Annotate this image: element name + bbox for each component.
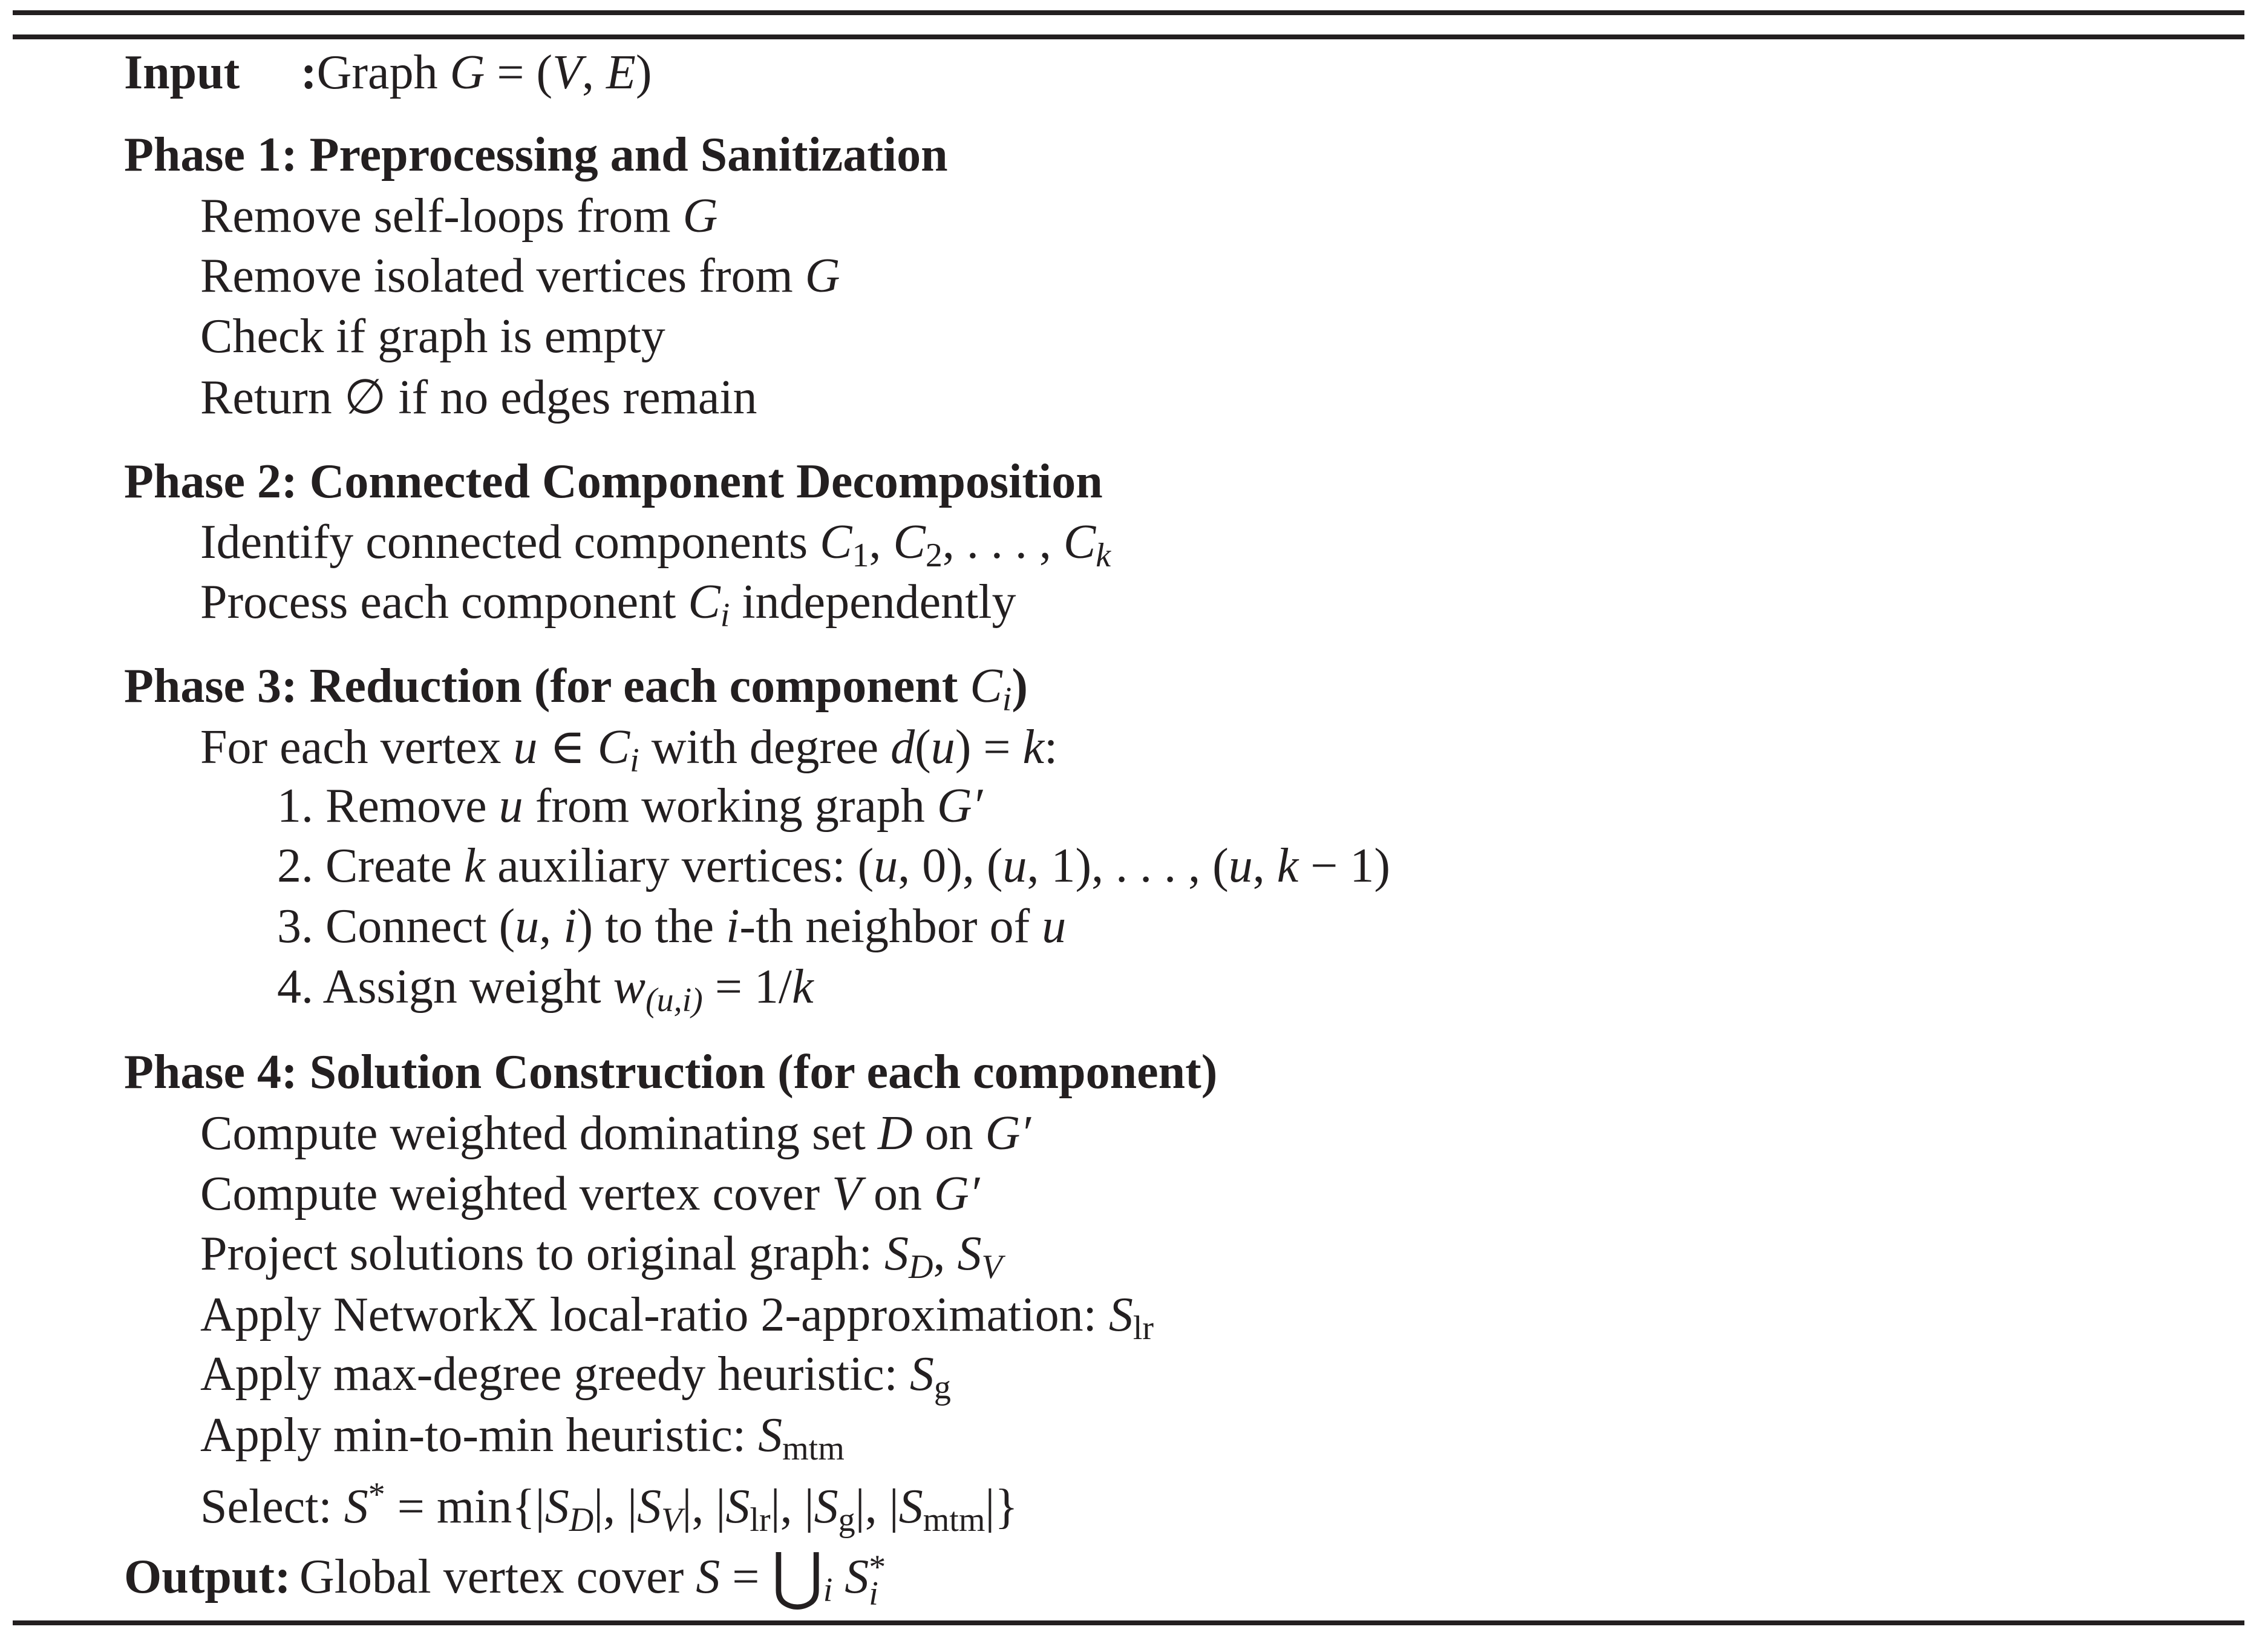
math-subscript: V (981, 1248, 1002, 1286)
step-text: auxiliary vertices: ( (485, 839, 874, 893)
step-text: 1. Remove (277, 779, 499, 833)
step-text: Compute weighted dominating set (200, 1107, 878, 1160)
step-text: independently (730, 575, 1016, 629)
step-text: Process each component (200, 575, 688, 629)
math-subscript: i (823, 1571, 833, 1609)
math-var: E (606, 46, 636, 99)
math-var: S (1108, 1288, 1133, 1342)
math-op: ( (915, 721, 931, 774)
top-rule-1 (13, 10, 2244, 15)
math-op: , . . . , (942, 516, 1064, 569)
step-text: Remove self-loops from (200, 189, 683, 243)
math-superscript: * (869, 1548, 886, 1586)
phase-4-step (200, 1285, 1154, 1345)
math-superscript: * (368, 1476, 385, 1513)
math-space (832, 1550, 845, 1604)
phase-3-title (124, 656, 1028, 716)
math-var: k (1022, 721, 1044, 774)
math-var: u (515, 900, 540, 953)
math-subscript: 1 (852, 537, 869, 574)
math-op: , (869, 516, 894, 569)
math-op: , (581, 46, 606, 99)
math-var: S (637, 1480, 662, 1533)
math-op: : (1044, 721, 1058, 774)
math-var: w (613, 960, 645, 1014)
phase-1-title: Phase 1: Preprocessing and Sanitization (124, 128, 948, 182)
math-var: S (957, 1227, 982, 1280)
math-var: i (563, 900, 577, 953)
math-var: S (696, 1550, 721, 1604)
math-op: |} (985, 1480, 1018, 1533)
phase-1-step (200, 186, 717, 246)
math-op: , 0), ( (898, 839, 1003, 893)
math-subscript: i (630, 742, 639, 779)
math-var: C (1063, 516, 1096, 569)
output-line (124, 1542, 886, 1613)
bottom-rule (13, 1620, 2244, 1625)
phase-title-text: ) (1011, 660, 1028, 713)
math-op: , (1252, 839, 1277, 893)
math-op: |, | (682, 1480, 726, 1533)
output-label: Output: (124, 1550, 291, 1604)
input-label: Input (124, 46, 240, 99)
math-subscript: i (869, 1575, 878, 1613)
phase-4-step (200, 1164, 979, 1224)
math-op: ) = (955, 721, 1023, 774)
math-subscript: g (933, 1369, 951, 1406)
step-text: Compute weighted vertex cover (200, 1167, 832, 1220)
math-var: G (682, 189, 718, 243)
input-colon: : (301, 46, 317, 99)
input-text: Graph (316, 46, 450, 99)
step-text: with degree (639, 721, 891, 774)
math-var: k (792, 960, 814, 1014)
math-var: u (513, 721, 538, 774)
math-op: = min{| (385, 1480, 545, 1533)
math-supsub (869, 1548, 886, 1613)
math-var: G′ (985, 1107, 1031, 1160)
math-var: D (877, 1107, 913, 1160)
output-text: Global vertex cover (299, 1550, 696, 1604)
math-op: = ( (485, 46, 553, 99)
math-subscript: (u,i) (645, 981, 703, 1019)
math-var: d (891, 721, 915, 774)
math-op: , 1), . . . , ( (1027, 839, 1229, 893)
phase-4-step (200, 1344, 951, 1404)
math-op: , (539, 900, 564, 953)
phase-3-substep (277, 957, 814, 1017)
step-text: on (912, 1107, 985, 1160)
step-text: Remove isolated vertices from (200, 249, 805, 303)
math-op: |, | (855, 1480, 899, 1533)
phase-3-substep (277, 836, 1390, 896)
math-var: S (898, 1480, 923, 1533)
math-var: S (845, 1550, 869, 1604)
phase-2-title: Phase 2: Connected Component Decomposition (124, 455, 1103, 508)
step-text: 2. Create (277, 839, 464, 893)
phase-4-step (200, 1405, 845, 1466)
math-var: S (884, 1227, 909, 1280)
math-var: G′ (936, 779, 983, 833)
phase-3-substep (277, 896, 1066, 957)
math-op: |, | (593, 1480, 638, 1533)
step-text: ) to the (577, 900, 727, 953)
math-var: S (725, 1480, 750, 1533)
phase-1-step (200, 306, 665, 367)
math-subscript: lr (750, 1501, 771, 1539)
math-var: C (597, 721, 630, 774)
math-var: u (874, 839, 898, 893)
phase-1-step (200, 246, 840, 306)
top-rule-2 (13, 34, 2244, 39)
math-var: S (544, 1480, 569, 1533)
output-colon: : (274, 1550, 291, 1604)
math-subscript: 2 (925, 537, 943, 574)
math-op: |, | (770, 1480, 814, 1533)
math-var: k (463, 839, 486, 893)
step-text: Apply max-degree greedy heuristic: (200, 1348, 910, 1401)
phase-4-title: Phase 4: Solution Construction (for each component) (124, 1046, 1218, 1099)
step-text: Apply NetworkX local-ratio 2-approximation: (200, 1288, 1109, 1342)
math-subscript: D (569, 1501, 594, 1539)
step-text: on (861, 1167, 934, 1220)
step-text: For each vertex (200, 721, 514, 774)
step-text: Apply min-to-min heuristic: (200, 1409, 759, 1462)
phase-4-step (200, 1103, 1031, 1164)
empty-set-symbol: ∅ (344, 371, 387, 424)
phase-3-loop (200, 717, 1057, 778)
math-subscript: mtm (923, 1501, 985, 1539)
math-var: G (805, 249, 840, 303)
math-var: C (688, 575, 721, 629)
math-subscript: k (1096, 537, 1111, 574)
phase-3-substep (277, 776, 982, 836)
math-var: S (814, 1480, 838, 1533)
step-text: Identify connected components (200, 516, 820, 569)
math-var: u (930, 721, 955, 774)
math-var: i (726, 900, 740, 953)
step-text: Project solutions to original graph: (200, 1227, 884, 1280)
union-symbol: ⋃ (771, 1542, 823, 1611)
step-text: 4. Assign weight (277, 960, 613, 1014)
math-var: G (449, 46, 485, 99)
phase-2-step (200, 512, 1111, 572)
step-text: Select: (200, 1480, 344, 1533)
math-var: S (344, 1480, 368, 1533)
step-text: from working graph (523, 779, 937, 833)
phase-1-step (200, 367, 757, 428)
math-var: S (909, 1348, 934, 1401)
math-var: C (970, 660, 1002, 713)
math-op: = (720, 1550, 772, 1604)
math-var: G′ (933, 1167, 980, 1220)
step-text: if no edges remain (386, 371, 757, 424)
input-line (124, 42, 652, 103)
step-text: Check if graph is empty (200, 310, 665, 363)
math-subscript: i (1002, 681, 1012, 718)
math-var: C (893, 516, 926, 569)
math-var: V (552, 46, 582, 99)
math-var: S (758, 1409, 783, 1462)
phase-2-step (200, 572, 1016, 632)
step-text: -th neighbor of (739, 900, 1042, 953)
math-subscript: V (661, 1501, 682, 1539)
math-subscript: g (838, 1501, 855, 1539)
step-text: Return (200, 371, 344, 424)
math-op: = 1/ (702, 960, 792, 1014)
math-var: u (1042, 900, 1067, 953)
math-subscript: lr (1132, 1309, 1154, 1347)
math-var: k (1276, 839, 1299, 893)
math-subscript: i (720, 597, 730, 634)
phase-title-text: Phase 3: Reduction (for each component (124, 660, 970, 713)
math-op: , (933, 1227, 958, 1280)
phase-4-step (200, 1224, 1002, 1284)
math-op: ) (635, 46, 652, 99)
math-var: u (1002, 839, 1027, 893)
math-var: u (498, 779, 523, 833)
math-subscript: D (908, 1248, 933, 1286)
math-var: C (820, 516, 852, 569)
math-subscript: mtm (782, 1430, 845, 1467)
phase-4-select (200, 1464, 1018, 1539)
math-var: u (1228, 839, 1253, 893)
math-var: V (832, 1167, 861, 1220)
math-op: ∈ (537, 721, 598, 774)
math-op: − 1) (1298, 839, 1391, 893)
step-text: 3. Connect ( (277, 900, 515, 953)
